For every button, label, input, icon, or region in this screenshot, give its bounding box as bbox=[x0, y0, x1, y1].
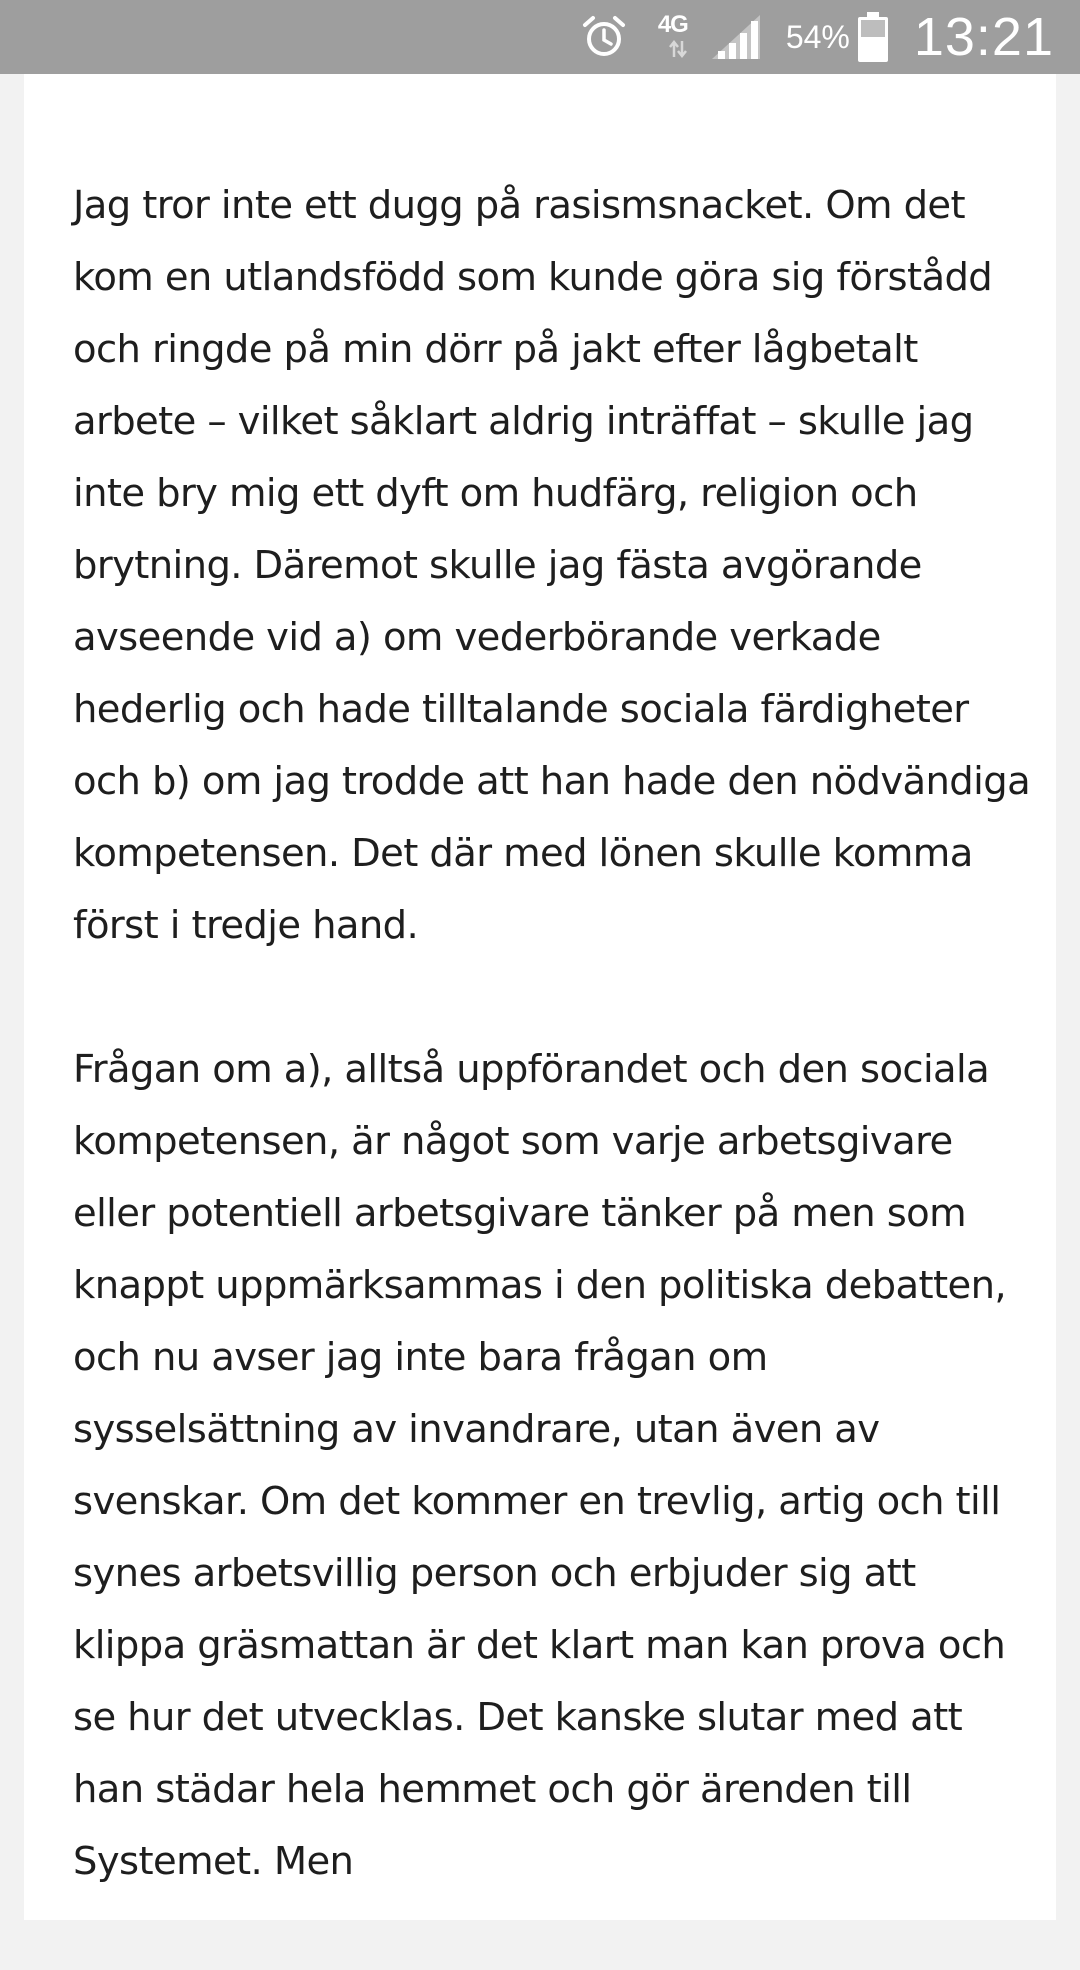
article-paragraph-1: Jag tror inte ett dugg på rasismsnacket. Om det kom en utlandsfödd som kunde göra sig förstådd och ringde på min dörr på jakt efter lågbetalt arbete – vilket såklart aldrig inträffat – skulle jag inte bry mig ett dyft om hudfärg, religion och brytning. Däremot skulle jag fästa avgörande avseende vid a) om vederbörande verkade hederlig och hade tilltalande sociala färdigheter och b) om jag trodde att han hade den nödvändiga kompetensen. Det där med lönen skulle komma först i tredje hand. bbox=[73, 183, 1031, 948]
data-arrows-icon bbox=[668, 39, 688, 59]
battery-icon bbox=[858, 12, 888, 62]
network-type: 4G bbox=[657, 11, 688, 38]
battery-percentage: 54% bbox=[785, 18, 850, 55]
clock-time: 13:21 bbox=[913, 7, 1054, 67]
alarm-clock-icon bbox=[580, 13, 628, 61]
article-paragraph-2: Frågan om a), alltså uppförandet och den sociala kompetensen, är något som varje arbetsgivare eller potentiell arbetsgivare tänker på men som knappt uppmärksammas i den politiska debatten, och nu avser jag inte bara frågan om sysselsättning av invandrare, utan även av svenskar. Om det kommer en trevlig, artig och till synes arbetsvillig person och erbjuder sig att klippa gräsmattan är det klart man kan prova och se hur det utvecklas. Det kanske slutar med att han städar hela hemmet och gör ärenden till Systemet. Men bbox=[73, 1047, 1007, 1884]
status-icons bbox=[580, 0, 1054, 74]
signal-strength-icon bbox=[710, 13, 762, 61]
article-page[interactable] bbox=[24, 74, 1056, 1920]
network-4g-icon bbox=[656, 9, 696, 65]
article-body bbox=[73, 170, 1033, 1970]
status-bar bbox=[0, 0, 1080, 74]
